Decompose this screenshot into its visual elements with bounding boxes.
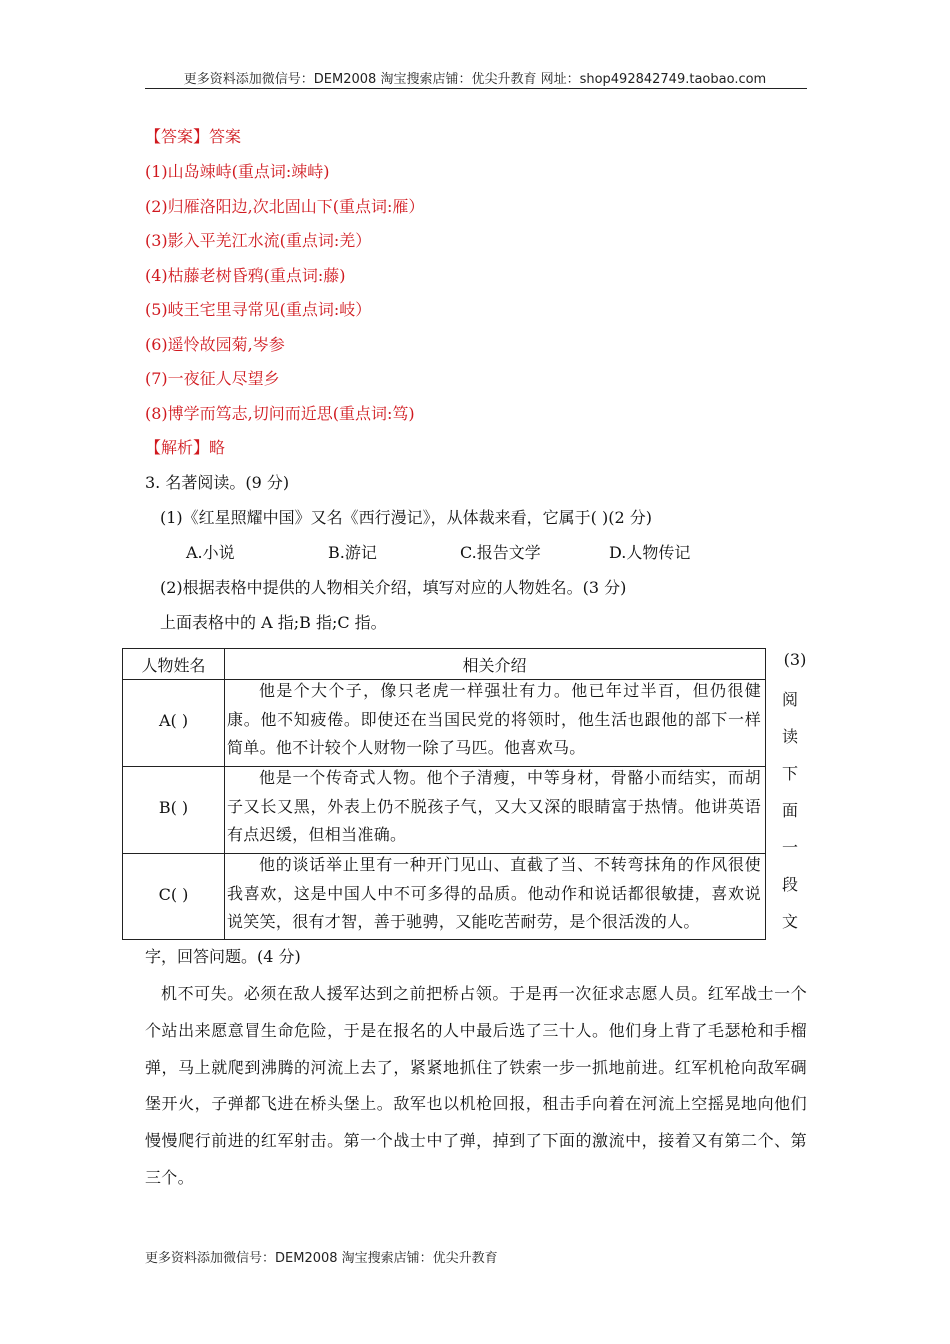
page-header: 更多资料添加微信号：DEM2008 淘宝搜索店铺：优尖升教育 网址：shop492842749.taobao.com [183,72,767,87]
answer-item-1: (1)山岛竦峙(重点词:竦峙) [145,162,330,181]
option-b: B.游记 [328,543,377,562]
side-char: 阅 [781,690,798,709]
table-row-a-intro: 他是个大个子，像只老虎一样强壮有力。他已年过半百，但仍很健康。他不知疲倦。即使还在当国民党的将领时，他生活也跟他的部下一样简单。他不计较个人财物一除了马匹。他喜欢马。 [227,681,761,757]
table-header-name: 人物姓名 [141,656,206,675]
table-row-c-intro: 他的谈话举止里有一种开门见山、直截了当、不转弯抹角的作风很使我喜欢，这是中国人中不可多得的品质。他动作和说话都很敏捷，喜欢说说笑笑，很有才智，善于驰骋，又能吃苦耐劳，是个很活泼的人。 [227,855,761,931]
answer-item-2: (2)归雁洛阳边,次北固山下(重点词:雁） [145,197,425,216]
table-row-c-name: C( ) [158,885,189,904]
character-table [122,648,766,940]
answer-item-8: (8)博学而笃志,切问而近思(重点词:笃) [145,404,415,423]
side-char: 文 [781,912,798,931]
side-char: 段 [781,875,798,894]
question-3-2-answer-line: 上面表格中的 A 指;B 指;C 指。 [160,613,387,632]
question-3-title: 3. 名著阅读。(9 分) [145,473,290,492]
option-a: A.小说 [186,543,235,562]
question-3-1: (1)《红星照耀中国》又名《西行漫记》，从体裁来看，它属于( )(2 分) [160,508,652,527]
question-3-3-number: (3) [783,650,807,669]
analysis-text: 【解析】略 [145,438,226,457]
answer-item-7: (7)一夜征人尽望乡 [145,369,280,388]
question-3-3-rest: 字，回答问题。(4 分) [145,947,301,966]
table-row-b-intro: 他是一个传奇式人物。他个子清瘦，中等身材，骨骼小而结实，而胡子又长又黑，外表上仍不脱孩子气，又大又深的眼睛富于热情。他讲英语有点迟缓，但相当准确。 [227,768,761,844]
table-row-b-name: B( ) [158,798,189,817]
side-char: 下 [781,764,798,783]
answer-item-5: (5)岐王宅里寻常见(重点词:岐） [145,300,372,319]
question-3-2: (2)根据表格中提供的人物相关介绍，填写对应的人物姓名。(3 分) [160,578,627,597]
option-d: D.人物传记 [609,543,691,562]
header-divider [145,88,807,89]
answer-title: 【答案】答案 [145,127,242,146]
answer-item-6: (6)遥怜故园菊,岑参 [145,335,285,354]
option-c: C.报告文学 [460,543,541,562]
table-row-a-name: A( ) [158,711,189,730]
side-char: 面 [781,801,798,820]
page-footer: 更多资料添加微信号：DEM2008 淘宝搜索店铺：优尖升教育 [145,1251,498,1266]
reading-passage: 机不可失。必须在敌人援军达到之前把桥占领。于是再一次征求志愿人员。红军战士一个个站出来愿意冒生命危险，于是在报名的人中最后选了三十人。他们身上背了毛瑟枪和手榴弹，马上就爬到沸腾的河流上去了，紧紧地抓住了铁索一步一抓地前进。红军机枪向敌军碉堡开火，子弹都飞进在桥头堡上。敌军也以机枪回报，租击手向着在河流上空摇晃地向他们慢慢爬行前进的红军射击。第一个战士中了弹，掉到了下面的激流中，接着又有第二个、第三个。 [145,984,807,1187]
answer-item-3: (3)影入平羌江水流(重点词:羌） [145,231,372,250]
answer-item-4: (4)枯藤老树昏鸦(重点词:藤) [145,266,346,285]
side-char: 一 [781,838,798,857]
table-header-intro: 相关介绍 [462,656,527,675]
table-column-divider [224,649,225,939]
side-char: 读 [781,727,798,746]
